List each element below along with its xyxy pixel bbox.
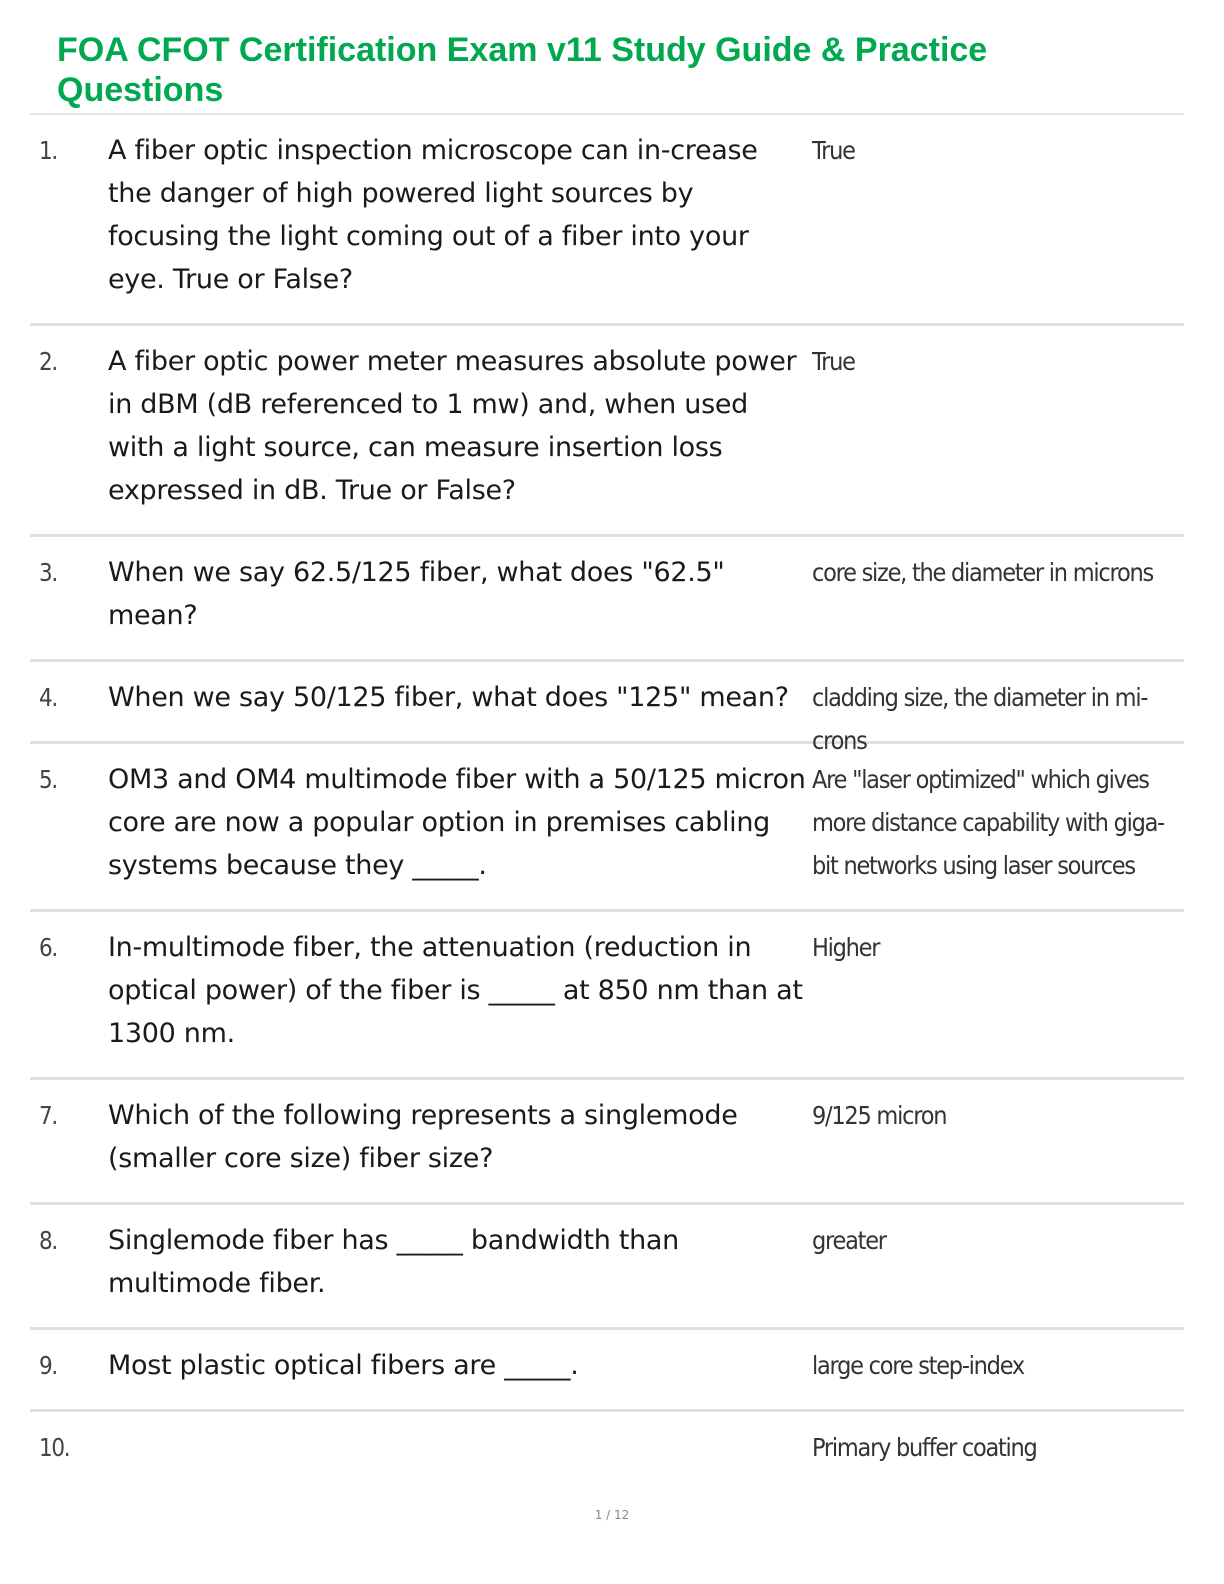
answer-text: Are "laser optimized" which gives more distance capability with giga-bit networks using laser sources xyxy=(812,765,1164,880)
question-text xyxy=(108,1426,808,1469)
question-text: Most plastic optical fibers are _____. xyxy=(108,1350,579,1381)
question-row-9 xyxy=(30,1330,1184,1412)
question-row-3 xyxy=(30,537,1184,662)
question-row-10 xyxy=(30,1412,1184,1491)
question-text: In-multimode fiber, the attenuation (reduction in optical power) of the fiber is _____ at 850 nm than at 1300 nm. xyxy=(108,932,803,1049)
question-row-8 xyxy=(30,1205,1184,1330)
question-row-4 xyxy=(30,662,1184,755)
question-number: 10. xyxy=(39,1433,70,1462)
question-text: Which of the following represents a singlemode (smaller core size) fiber size? xyxy=(108,1100,738,1174)
answer-text: core size, the diameter in microns xyxy=(812,558,1153,587)
answer-text: cladding size, the diameter in mi-crons xyxy=(812,683,1148,755)
question-number: 9. xyxy=(39,1351,57,1380)
question-text: A fiber optic power meter measures absolute power in dBM (dB referenced to 1 mw) and, when used with a light source, can measure insertion loss expressed in dB. True or False? xyxy=(108,346,797,506)
answer-text: True xyxy=(812,136,855,165)
question-text: When we say 50/125 fiber, what does "125" mean? xyxy=(108,682,789,713)
answer-text: True xyxy=(812,347,855,376)
question-text: OM3 and OM4 multimode fiber with a 50/125 micron core are now a popular option in premises cabling systems because they _____. xyxy=(108,764,806,881)
question-row-2 xyxy=(30,326,1184,537)
question-number: 3. xyxy=(39,558,57,587)
document-title: FOA CFOT Certification Exam v11 Study Guide & Practice Questions xyxy=(57,31,988,109)
question-number: 5. xyxy=(39,765,57,794)
question-text: Singlemode fiber has _____ bandwidth than multimode fiber. xyxy=(108,1225,679,1299)
answer-text: Higher xyxy=(812,933,880,962)
answer-text: Primary buffer coating xyxy=(812,1433,1037,1462)
page-indicator: 1 / 12 xyxy=(594,1508,630,1522)
question-number: 8. xyxy=(39,1226,57,1255)
question-number: 6. xyxy=(39,933,57,962)
answer-text: 9/125 micron xyxy=(812,1101,947,1130)
question-text: When we say 62.5/125 fiber, what does "62.5" mean? xyxy=(108,557,725,631)
answer-text: large core step-index xyxy=(812,1351,1024,1380)
question-text: A fiber optic inspection microscope can in-crease the danger of high powered light sources by focusing the light coming out of a fiber into your eye. True or False? xyxy=(108,135,758,295)
question-number: 1. xyxy=(39,136,57,165)
question-row-5 xyxy=(30,744,1184,912)
question-number: 4. xyxy=(39,683,57,712)
question-row-6 xyxy=(30,912,1184,1080)
question-number: 2. xyxy=(39,347,57,376)
question-list xyxy=(30,115,1184,1491)
question-number: 7. xyxy=(39,1101,57,1130)
question-row-7 xyxy=(30,1080,1184,1205)
answer-text: greater xyxy=(812,1226,886,1255)
question-row-1 xyxy=(30,115,1184,326)
